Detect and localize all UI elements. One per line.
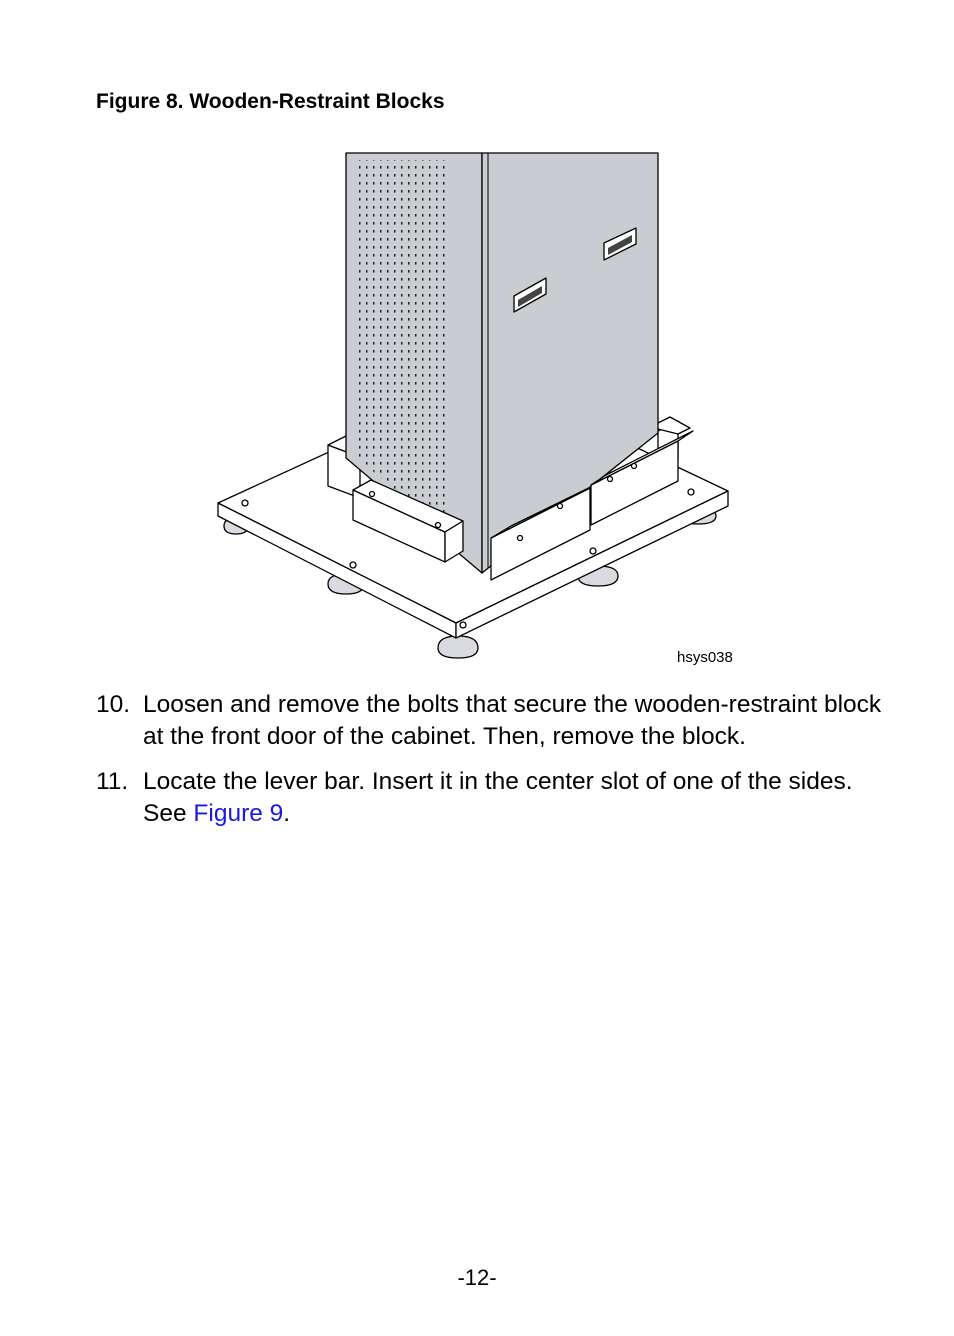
step-text xyxy=(143,766,886,830)
step-text-before: Locate the lever bar. Insert it in the center slot of one of the sides. See xyxy=(143,768,853,827)
page-number: -12- xyxy=(457,1265,497,1290)
step-text-after: . xyxy=(283,800,291,827)
figure-9-link[interactable]: Figure 9 xyxy=(193,800,284,827)
step-number: 10. xyxy=(96,691,131,718)
step-11 xyxy=(96,766,886,830)
figure-id-label: hsys038 xyxy=(677,649,733,666)
step-number: 11. xyxy=(96,768,129,795)
wooden-restraint-blocks-illustration xyxy=(210,148,750,668)
cabinet-pallet-drawing xyxy=(210,148,750,668)
pallet-foot xyxy=(438,636,478,658)
step-text: Loosen and remove the bolts that secure the wooden-restraint block at the front door of the cabinet. Then, remove the block. xyxy=(143,691,882,750)
step-10 xyxy=(96,689,886,753)
figure-caption: Figure 8. Wooden-Restraint Blocks xyxy=(96,90,445,113)
